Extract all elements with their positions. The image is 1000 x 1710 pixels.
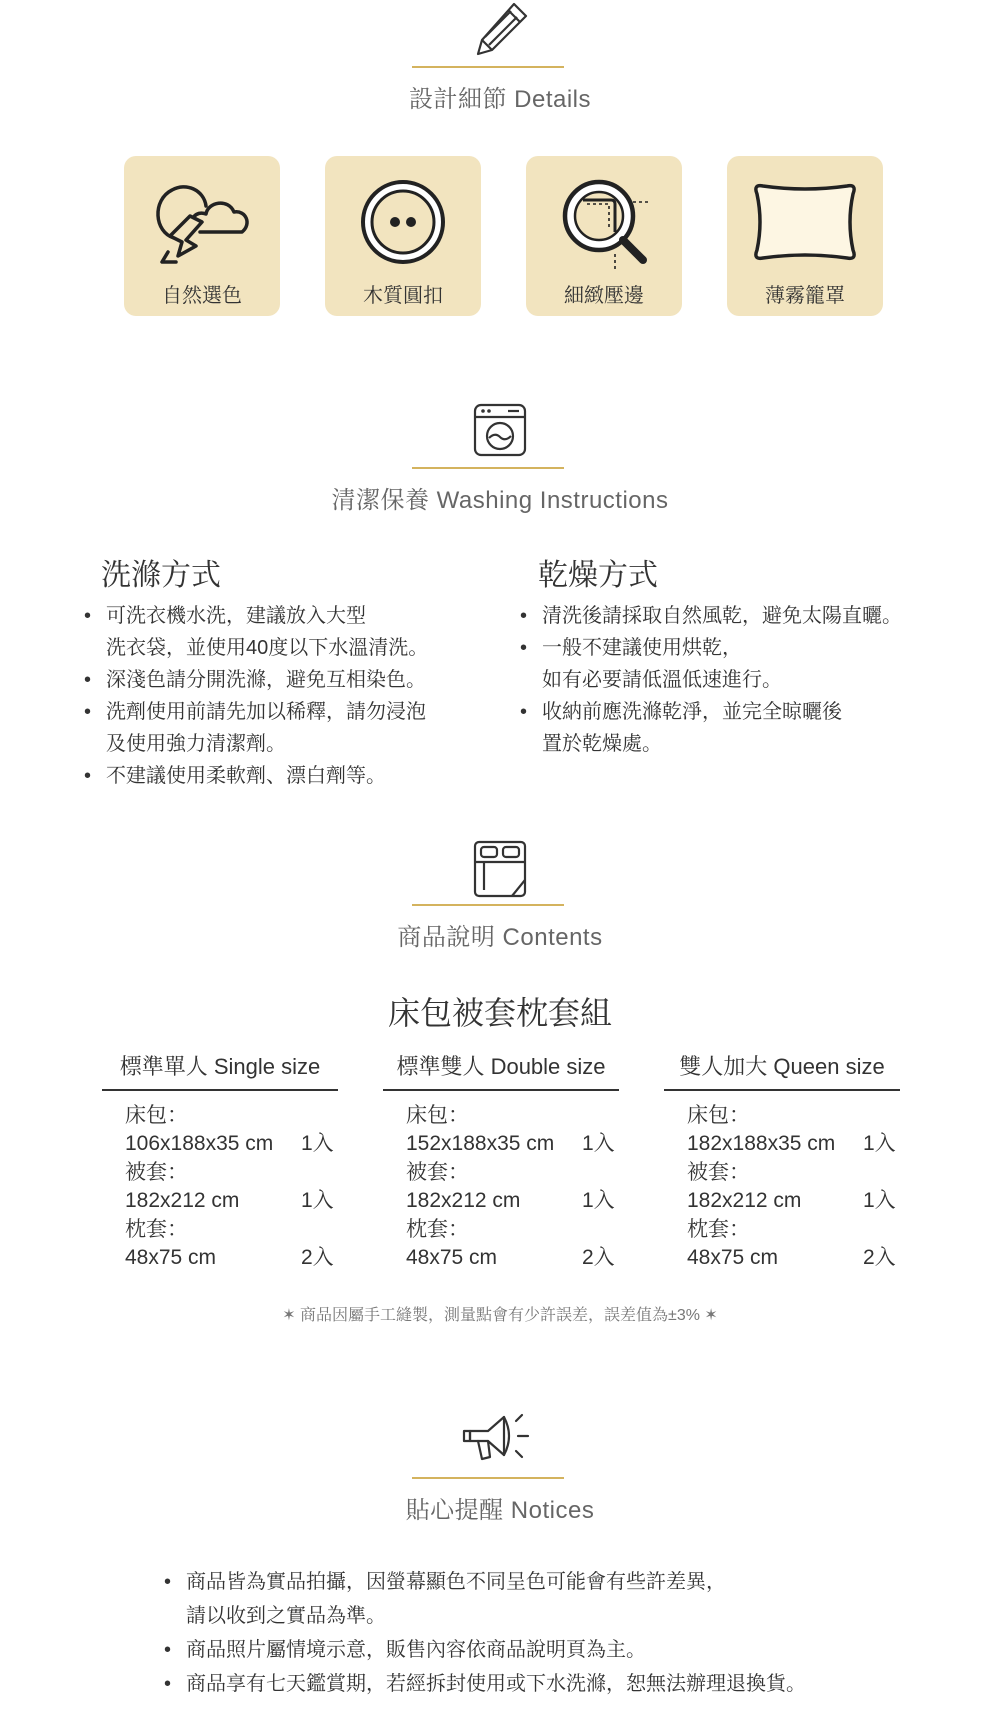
feature-card-wooden-button <box>325 156 481 316</box>
size-row: 床包： <box>125 1104 188 1127</box>
size-row: 182x188x35 cm 1入 <box>687 1132 896 1156</box>
size-details-queen <box>687 1102 897 1272</box>
feature-label: 薄霧籠罩 <box>765 285 845 307</box>
size-row: 被套： <box>687 1160 750 1184</box>
list-item: • 商品享有七天鑑賞期，若經拆封使用或下水洗滌，恕無法辦理退換貨。 <box>164 1667 806 1701</box>
washing-divider <box>412 467 564 469</box>
feature-card-fine-stitching <box>526 156 682 316</box>
size-row: 枕套： <box>687 1217 750 1241</box>
list-item: • 一般不建議使用烘乾， 如有必要請低溫低速進行。 <box>520 632 902 696</box>
size-row: 被套： <box>125 1160 188 1184</box>
size-heading-single: 標準單人 Single size <box>119 1054 321 1079</box>
size-row: 床包： <box>687 1104 750 1127</box>
megaphone-icon <box>0 1409 1000 1469</box>
measurement-note: ✶ 商品因屬手工縫製，測量點會有少許誤差，誤差值為±3% ✶ <box>282 1307 718 1324</box>
bedding-set-icon <box>0 840 1000 898</box>
list-item: • 洗劑使用前請先加以稀釋，請勿浸泡 及使用強力清潔劑。 <box>84 696 428 760</box>
wash-method-list <box>84 600 428 792</box>
size-heading-queen: 雙人加大 Queen size <box>679 1054 885 1079</box>
size-details-single <box>125 1102 335 1272</box>
list-item: • 商品皆為實品拍攝，因螢幕顯色不同呈色可能會有些許差異， 請以收到之實品為準。 <box>164 1565 806 1633</box>
list-item: • 收納前應洗滌乾淨，並完全晾曬後 置於乾燥處。 <box>520 696 902 760</box>
dry-method-list <box>520 600 902 760</box>
feature-card-natural-colors <box>124 156 280 316</box>
size-row: 182x212 cm 1入 <box>125 1189 334 1213</box>
list-item: • 清洗後請採取自然風乾，避免太陽直曬。 <box>520 600 902 632</box>
size-divider <box>102 1089 338 1091</box>
size-row: 48x75 cm 2入 <box>687 1245 896 1269</box>
wooden-button-icon <box>325 170 481 274</box>
list-item: • 不建議使用柔軟劑、漂白劑等。 <box>84 760 428 792</box>
pencil-icon <box>0 0 1000 58</box>
nature-colors-icon <box>124 170 280 274</box>
feature-label: 自然選色 <box>162 285 242 307</box>
notices-divider <box>412 1477 564 1479</box>
size-row: 枕套： <box>125 1217 188 1241</box>
contents-divider <box>412 904 564 906</box>
feature-label: 木質圓扣 <box>363 285 443 307</box>
feature-label: 細緻壓邊 <box>564 285 644 307</box>
size-row: 被套： <box>406 1160 469 1184</box>
washing-title: 清潔保養 Washing Instructions <box>331 487 669 514</box>
size-row: 48x75 cm 2入 <box>125 1245 334 1269</box>
size-row: 106x188x35 cm 1入 <box>125 1132 334 1156</box>
size-row: 182x212 cm 1入 <box>406 1189 615 1213</box>
details-title: 設計細節 Details <box>408 86 592 113</box>
set-name: 床包被套枕套組 <box>387 995 612 1031</box>
magnified-stitching-icon <box>526 170 682 274</box>
notices-title: 貼心提醒 Notices <box>405 1497 595 1524</box>
size-divider <box>664 1089 900 1091</box>
size-divider <box>383 1089 619 1091</box>
list-item: • 深淺色請分開洗滌，避免互相染色。 <box>84 664 428 696</box>
size-row: 床包： <box>406 1104 469 1127</box>
size-row: 48x75 cm 2入 <box>406 1245 615 1269</box>
pillow-icon <box>727 170 883 274</box>
dry-method-heading: 乾燥方式 <box>538 559 658 592</box>
list-item: • 商品照片屬情境示意，販售內容依商品說明頁為主。 <box>164 1633 806 1667</box>
size-details-double <box>406 1102 616 1272</box>
size-row: 152x188x35 cm 1入 <box>406 1132 615 1156</box>
feature-card-mist-cover <box>727 156 883 316</box>
notices-list <box>164 1565 806 1701</box>
size-row: 182x212 cm 1入 <box>687 1189 896 1213</box>
details-divider <box>412 66 564 68</box>
list-item: • 可洗衣機水洗，建議放入大型 洗衣袋，並使用40度以下水溫清洗。 <box>84 600 428 664</box>
size-heading-double: 標準雙人 Double size <box>396 1054 606 1079</box>
size-row: 枕套： <box>406 1217 469 1241</box>
contents-title: 商品說明 Contents <box>397 924 603 951</box>
wash-method-heading: 洗滌方式 <box>101 559 221 592</box>
washing-machine-icon <box>0 403 1000 459</box>
